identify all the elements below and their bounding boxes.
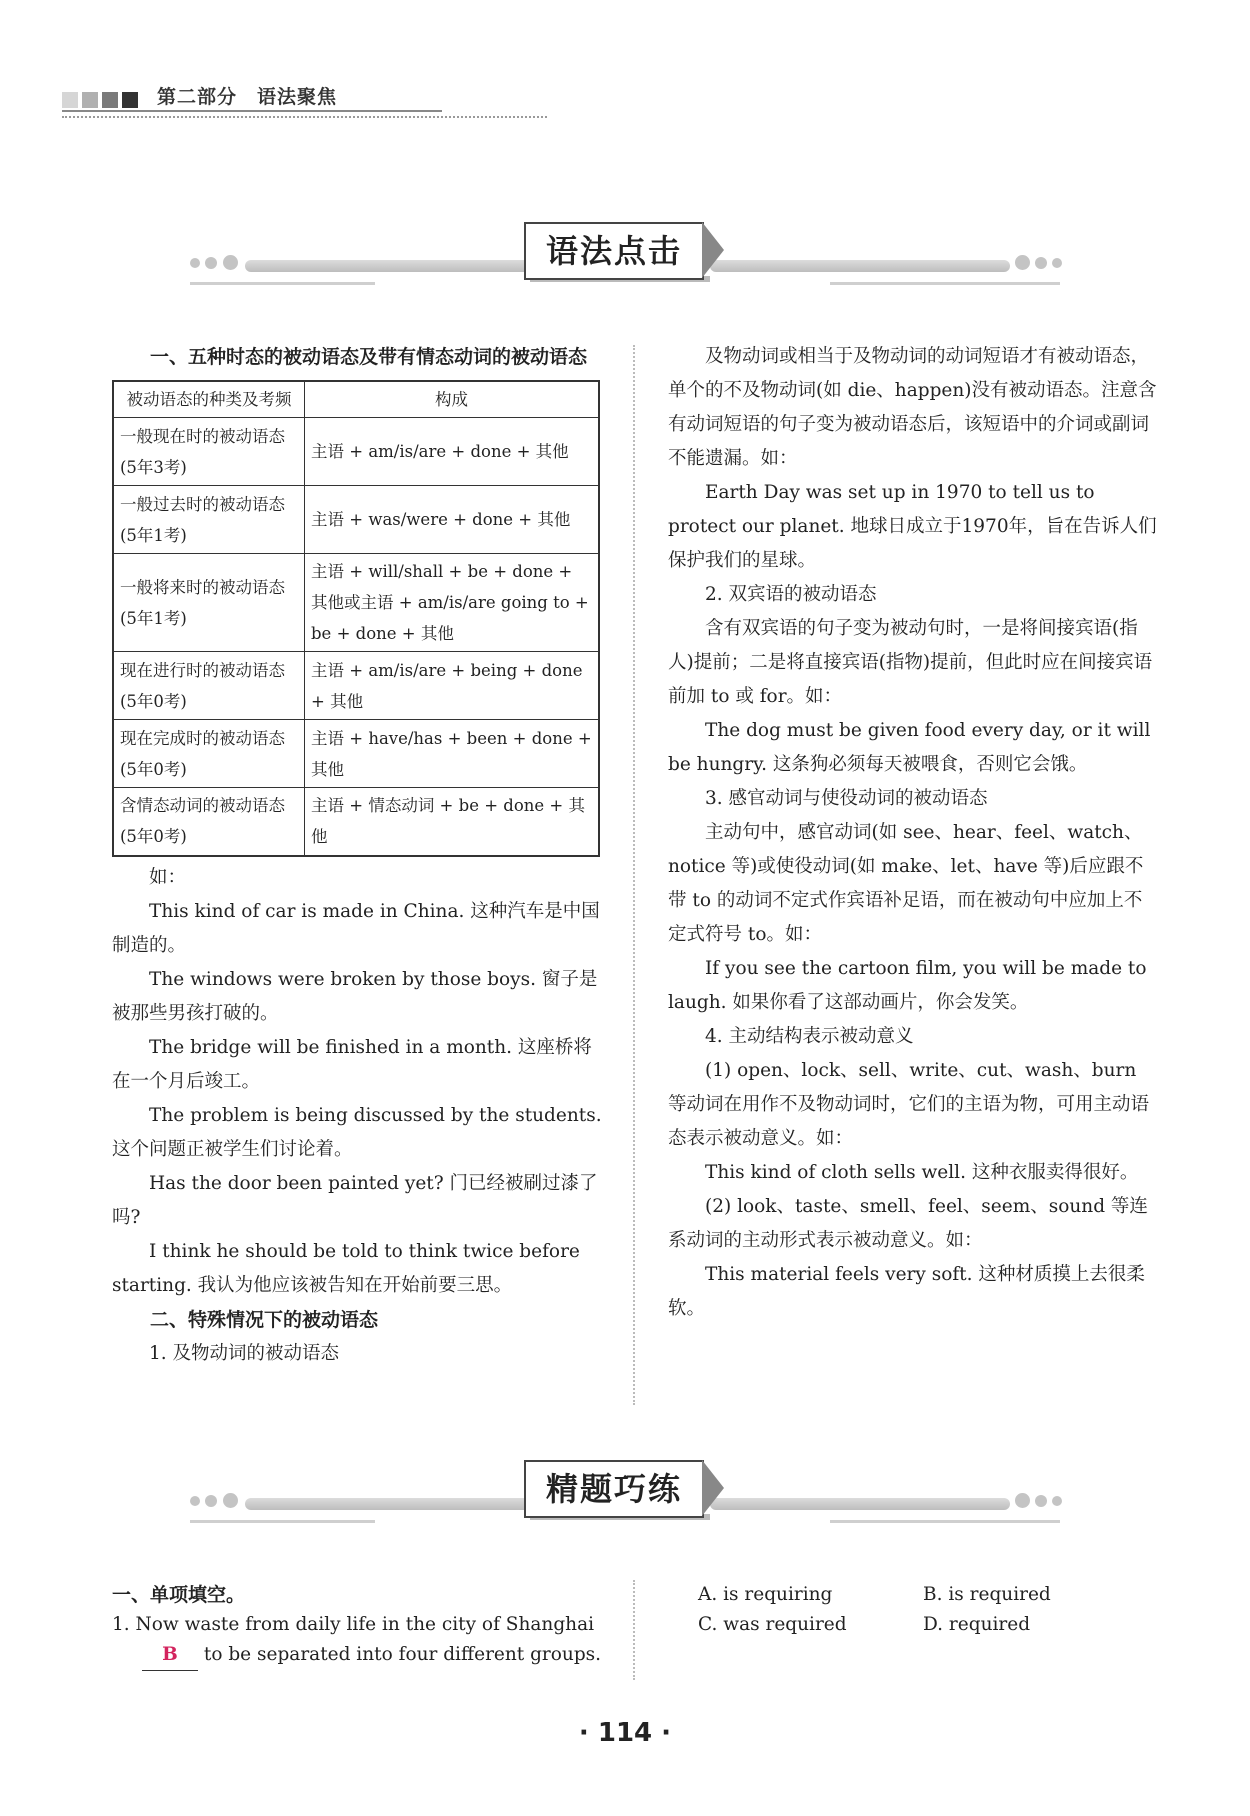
table-cell-form: 主语 + have/has + been + done + 其他 (305, 720, 600, 788)
passive-voice-table (112, 380, 600, 857)
question-1-line-2 (112, 1640, 612, 1671)
section-banner-grammar (190, 218, 1070, 308)
column-divider (633, 345, 635, 1405)
question-1-continuation: to be separated into four different groups. (203, 1644, 602, 1665)
header-square-4 (122, 92, 138, 108)
table-cell-type: 一般过去时的被动语态(5年1考) (113, 486, 305, 554)
paragraph: 含有双宾语的句子变为被动句时，一是将间接宾语(指人)提前；二是将直接宾语(指物)提前，但此时应在间接宾语前加 to 或 for。如： (668, 618, 1153, 707)
practice-left (112, 1580, 612, 1671)
practice-heading: 一、单项填空。 (112, 1584, 246, 1606)
banner-title: 语法点击 (524, 222, 704, 280)
table-cell-type: 现在进行时的被动语态(5年0考) (113, 652, 305, 720)
header-squares (62, 92, 138, 108)
banner-title: 精题巧练 (524, 1460, 704, 1518)
table-cell-form: 主语 + am/is/are + done + 其他 (305, 418, 600, 486)
header-rule (62, 110, 442, 112)
example-sentence: The dog must be given food every day, or it will be hungry. 这条狗必须每天被喂食，否则它会饿。 (668, 720, 1151, 775)
table-cell-type: 一般现在时的被动语态(5年3考) (113, 418, 305, 486)
table-cell-type: 一般将来时的被动语态(5年1考) (113, 554, 305, 652)
section-banner-practice (190, 1456, 1070, 1546)
option-b[interactable]: B. is required (923, 1584, 1051, 1605)
answer-blank[interactable]: B (142, 1640, 198, 1671)
example-sentence: Has the door been painted yet? 门已经被刷过漆了吗? (112, 1172, 598, 1228)
example-sentence: The windows were broken by those boys. 窗子是被那些男孩打破的。 (112, 968, 598, 1024)
table-row (113, 554, 599, 652)
example-sentence: I think he should be told to think twice before starting. 我认为他应该被告知在开始前要三思。 (112, 1240, 580, 1296)
subheading: 1. 及物动词的被动语态 (149, 1342, 340, 1364)
header-square-2 (82, 92, 98, 108)
page-number: · 114 · (578, 1718, 672, 1748)
table-row (113, 720, 599, 788)
example-sentence: This kind of car is made in China. 这种汽车是中国制造的。 (112, 900, 600, 956)
left-column (112, 340, 602, 1371)
table-header-cell: 构成 (305, 381, 600, 418)
option-a[interactable]: A. is requiring (698, 1584, 833, 1605)
table-row (113, 788, 599, 856)
example-sentence: This material feels very soft. 这种材质摸上去很柔软。 (668, 1264, 1145, 1319)
column-divider (633, 1580, 635, 1680)
example-sentence: The bridge will be finished in a month. 这座桥将在一个月后竣工。 (112, 1036, 592, 1092)
practice-options (698, 1580, 1158, 1640)
table-row (113, 418, 599, 486)
option-d[interactable]: D. required (923, 1614, 1031, 1635)
table-cell-form: 主语 + will/shall + be + done + 其他或主语 + am/is/are going to + be + done + 其他 (305, 554, 600, 652)
table-cell-type: 含情态动词的被动语态(5年0考) (113, 788, 305, 856)
question-1-line-1: 1. Now waste from daily life in the city of Shanghai (112, 1614, 595, 1635)
example-sentence: If you see the cartoon film, you will be made to laugh. 如果你看了这部动画片，你会发笑。 (668, 958, 1147, 1013)
paragraph: 主动句中，感官动词(如 see、hear、feel、watch、notice 等)或使役动词(如 make、let、have 等)后应跟不带 to 的动词不定式作宾语补足语，而在被动句中应加上不定式符号 to。如： (668, 822, 1144, 945)
table-row (113, 486, 599, 554)
header-dotted-rule (62, 116, 547, 118)
option-c[interactable]: C. was required (698, 1614, 847, 1635)
example-sentence: The problem is being discussed by the students. 这个问题正被学生们讨论着。 (112, 1104, 602, 1160)
table-row (113, 652, 599, 720)
subheading: 4. 主动结构表示被动意义 (705, 1026, 914, 1047)
right-column (668, 340, 1158, 1326)
table-header-cell: 被动语态的种类及考频 (113, 381, 305, 418)
table-cell-form: 主语 + am/is/are + being + done + 其他 (305, 652, 600, 720)
paragraph: (1) open、lock、sell、write、cut、wash、burn 等动词在用作不及物动词时，它们的主语为物，可用主动语态表示被动意义。如： (668, 1060, 1150, 1149)
table-header-row (113, 381, 599, 418)
subheading: 2. 双宾语的被动语态 (705, 584, 877, 605)
table-cell-form: 主语 + was/were + done + 其他 (305, 486, 600, 554)
table-cell-type: 现在完成时的被动语态(5年0考) (113, 720, 305, 788)
table-cell-form: 主语 + 情态动词 + be + done + 其他 (305, 788, 600, 856)
example-sentence: Earth Day was set up in 1970 to tell us to protect our planet. 地球日成立于1970年，旨在告诉人们保护我们的星球。 (668, 482, 1157, 571)
section-heading-1: 一、五种时态的被动语态及带有情态动词的被动语态 (150, 346, 588, 368)
header-square-1 (62, 92, 78, 108)
paragraph: 及物动词或相当于及物动词的动词短语才有被动语态，单个的不及物动词(如 die、happen)没有被动语态。注意含有动词短语的句子变为被动语态后，该短语中的介词或副词不能遗漏。如： (668, 346, 1157, 469)
example-sentence: This kind of cloth sells well. 这种衣服卖得很好。 (705, 1162, 1139, 1183)
header-square-3 (102, 92, 118, 108)
paragraph: (2) look、taste、smell、feel、seem、sound 等连系动词的主动形式表示被动意义。如： (668, 1196, 1148, 1251)
section-heading-2: 二、特殊情况下的被动语态 (150, 1308, 379, 1331)
subheading: 3. 感官动词与使役动词的被动语态 (705, 788, 988, 809)
header-title: 第二部分 语法聚焦 (157, 86, 338, 108)
ru-label: 如： (149, 866, 187, 888)
